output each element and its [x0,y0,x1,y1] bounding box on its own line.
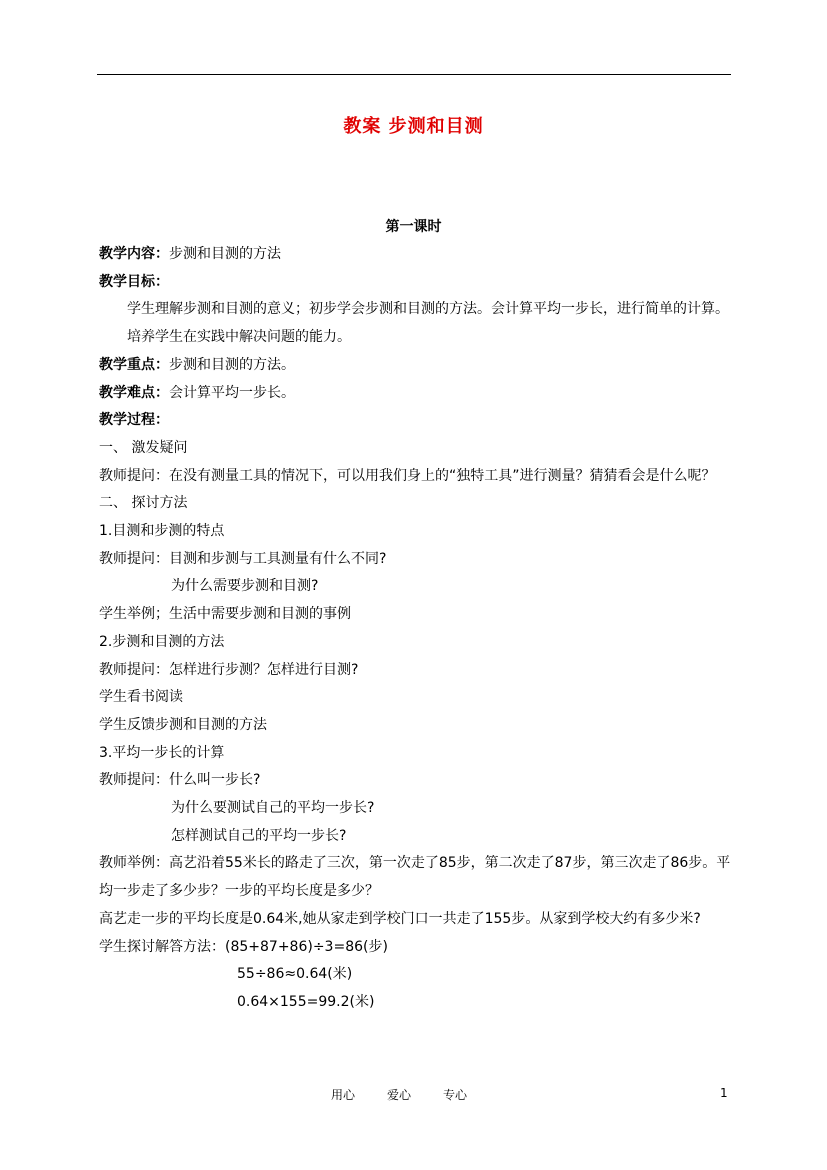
document-body [99,241,731,1017]
line-label: 教学内容： [99,246,169,262]
line-label: 教学过程： [99,412,169,429]
solution-line: 55÷86≈0.64(米) [237,966,353,983]
paragraph: 教师提问：什么叫一步长? [99,772,261,789]
page-number: 1 [720,1086,728,1100]
line-text: 步测和目测的方法 [169,246,281,262]
section-title: 第一课时 [385,219,442,235]
difficulty-line [99,380,731,408]
solution-line: 0.64×155=99.2(米) [237,993,375,1010]
line-label: 教学重点： [99,356,169,373]
paragraph: 学生举例；生活中需要步测和目测的事例 [99,606,351,623]
line-label: 教学目标： [99,273,169,290]
sub-heading: 2.步测和目测的方法 [99,633,225,650]
sub-heading: 3.平均一步长的计算 [99,744,225,761]
solution-line: 学生探讨解答方法：(85+87+86)÷3=86(步) [99,938,388,955]
paragraph: 教师提问：怎样进行步测？怎样进行目测? [99,661,359,678]
teaching-content-line [99,241,731,269]
paragraph: 学生反馈步测和目测的方法 [99,716,267,733]
paragraph: 教师举例：高艺沿着55米长的路走了三次，第一次走了85步，第二次走了87步，第三次走了86步。平均一步走了多少步？一步的平均长度是多少？ [99,855,731,900]
paragraph: 高艺走一步的平均长度是0.64米,她从家走到学校门口一共走了155步。从家到学校大约有多少米? [99,910,701,927]
footer-motto: 爱心 [387,1088,412,1102]
step-heading: 一、 激发疑问 [99,439,188,456]
document-title: 教案 步测和目测 [343,116,484,137]
paragraph: 学生看书阅读 [99,689,183,706]
process-line [99,407,731,435]
teaching-goal-line [99,269,731,297]
indented-question: 为什么要测试自己的平均一步长? [171,800,375,817]
step-heading: 二、 探讨方法 [99,495,188,512]
indented-question: 怎样测试自己的平均一步长? [171,827,347,844]
key-point-line [99,352,731,380]
paragraph: 教师提问：目测和步测与工具测量有什么不同? [99,550,387,567]
paragraph: 教师提问：在没有测量工具的情况下，可以用我们身上的“独特工具”进行测量？猜猜看会是什么呢？ [99,467,716,484]
indented-question: 为什么需要步测和目测? [171,578,319,595]
sub-heading: 1.目测和步测的特点 [99,523,225,540]
line-text: 步测和目测的方法。 [169,356,295,373]
goal-paragraph: 学生理解步测和目测的意义；初步学会步测和目测的方法。会计算平均一步长，进行简单的计算。培养学生在实践中解决问题的能力。 [127,301,729,346]
footer-motto: 专心 [443,1088,468,1102]
header-rule [97,74,731,75]
line-label: 教学难点： [99,384,169,401]
footer-motto: 用心 [331,1088,356,1102]
line-text: 会计算平均一步长。 [169,384,295,401]
